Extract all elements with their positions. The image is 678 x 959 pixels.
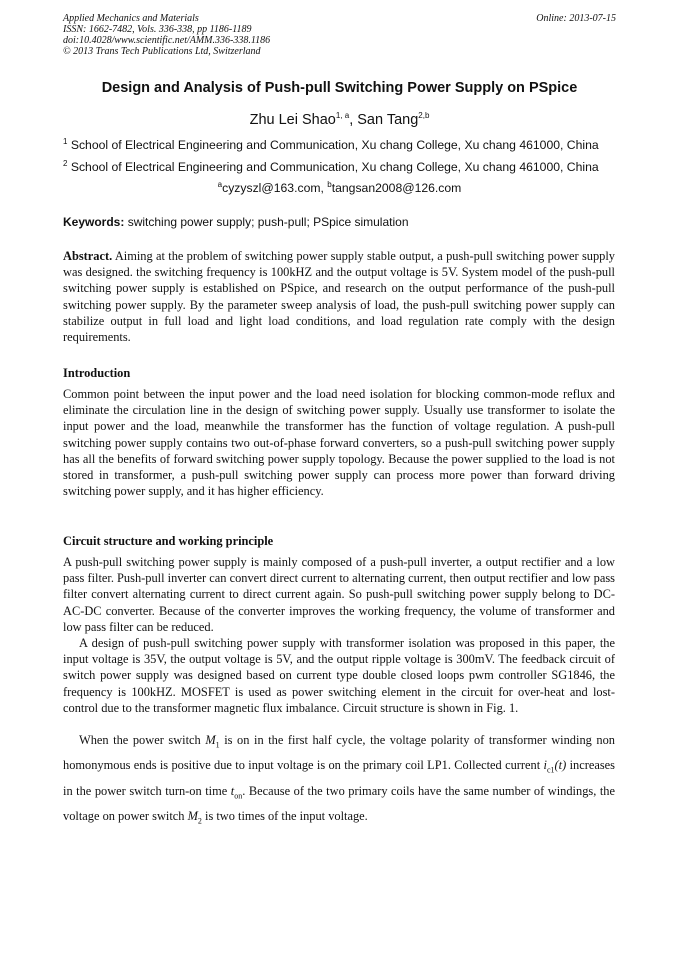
author-name: San Tang bbox=[357, 112, 419, 128]
keywords-label: Keywords: bbox=[63, 215, 125, 229]
math-subscript: c1 bbox=[546, 765, 555, 775]
paragraph-text: . Because of the two primary coils have the same number of windings, the voltage on power switch bbox=[63, 783, 615, 824]
paragraph-text: increases in the power switch turn-on time bbox=[63, 758, 615, 798]
email-line bbox=[63, 181, 616, 195]
affiliation-text: School of Electrical Engineering and Communication, Xu chang College, Xu chang 461000, China bbox=[67, 138, 599, 152]
paper-title: Design and Analysis of Push-pull Switching Power Supply on PSpice bbox=[101, 80, 578, 96]
math-symbol bbox=[543, 758, 567, 775]
affiliation bbox=[63, 160, 616, 174]
circuit-paragraph: A push-pull switching power supply is mainly composed of a push-pull inverter, a output rectifier and a low pass filter. Push-pull inverter can convert direct current to alternating current, then output rectifier and low pass filter convert alternating current to direct current again. So push-pull switching power supply belong to DC-AC-DC converter. Because of the converter improves the working frequency, the volume of transformer and low pass filter can be reduced. bbox=[63, 555, 615, 634]
author-affiliation-mark: 2,b bbox=[418, 111, 430, 121]
math-subscript: 1 bbox=[215, 740, 220, 750]
paragraph-text: When the power switch bbox=[79, 733, 206, 747]
doi-line: doi:10.4028/www.scientific.net/AMM.336-338.1186 bbox=[63, 35, 271, 46]
math-var: i bbox=[543, 758, 547, 773]
email-address[interactable]: tangsan2008@126.com bbox=[331, 181, 462, 195]
math-var: M bbox=[205, 733, 216, 747]
math-var: t bbox=[230, 783, 235, 798]
circuit-paragraph: A design of push-pull switching power supply with transformer isolation was proposed in this paper, the input voltage is 35V, the output voltage is 5V, and the output ripple voltage is 300mV. The feedback circuit of switch power supply was designed based on current type double closed loops pwm controller SG1846, the frequency is 100kHZ. MOSFET is used as power switching element in the circuit for over-heat and lost-control due to the transformer magnetic flux imbalance. Circuit structure is shown in Fig. 1. bbox=[63, 636, 615, 715]
email-mark: a bbox=[217, 179, 223, 189]
affiliation-text: School of Electrical Engineering and Communication, Xu chang College, Xu chang 461000, China bbox=[67, 160, 599, 174]
math-arg: (t) bbox=[554, 758, 567, 773]
author-line bbox=[63, 112, 616, 128]
journal-name: Applied Mechanics and Materials bbox=[63, 13, 199, 24]
journal-header bbox=[63, 13, 616, 57]
section-heading: Circuit structure and working principle bbox=[63, 534, 274, 548]
math-subscript: on bbox=[234, 791, 243, 801]
email-address[interactable]: cyzyszl@163.com, bbox=[222, 181, 328, 195]
email-mark: b bbox=[327, 179, 332, 189]
introduction-paragraph: Common point between the input power and the load need isolation for blocking common-mode reflux and eliminate the circulation line in the design of switching power supply. Usually use transformer to isolate the input power and the load, meanwhile the transformer has the function of voltage regulation. A push-pull switching power supply contains two out-of-phase forward converters, so a push-pull switching power supply has all the benefits of forward switching power supply topology. Because the power supplied to the load is not stored in transformer, a push-pull switching power supply can process more power than forward driving switching power supply, and it has higher efficiency. bbox=[63, 387, 615, 499]
section-heading: Introduction bbox=[63, 366, 131, 380]
author-name: Zhu Lei Shao bbox=[249, 112, 336, 128]
affiliation bbox=[63, 138, 616, 152]
math-symbol bbox=[205, 733, 220, 750]
abstract-text: Aiming at the problem of switching power supply stable output, a push-pull switching power supply was designed. the switching frequency is 100kHZ and the output voltage is 5V. System model of the push-pull switching power supply is established on PSpice, and research on the output performance of the push-pull switching power supply. By the parameter sweep analysis of load, the push-pull switching power supply can stabilize output in full load and light load conditions, and load regulation rate comply with the design requirements. bbox=[63, 249, 615, 345]
affiliation-number: 2 bbox=[63, 158, 68, 168]
math-var: M bbox=[187, 809, 198, 824]
copyright-line: © 2013 Trans Tech Publications Ltd, Switzerland bbox=[63, 46, 261, 57]
circuit-paragraph bbox=[63, 730, 615, 832]
issn-line: ISSN: 1662-7482, Vols. 336-338, pp 1186-1189 bbox=[63, 24, 252, 35]
keywords-text: switching power supply; push-pull; PSpice simulation bbox=[124, 215, 409, 229]
paragraph-text: is two times of the input voltage. bbox=[201, 809, 368, 824]
abstract bbox=[63, 248, 615, 345]
online-date: Online: 2013-07-15 bbox=[536, 13, 616, 24]
math-subscript: 2 bbox=[197, 816, 202, 826]
keywords bbox=[63, 215, 616, 229]
math-symbol bbox=[187, 809, 202, 826]
affiliation-number: 1 bbox=[63, 136, 68, 146]
math-symbol bbox=[230, 783, 243, 801]
author-separator: , bbox=[349, 112, 358, 128]
author-affiliation-mark: 1, a bbox=[335, 111, 350, 121]
abstract-label: Abstract. bbox=[63, 249, 113, 263]
paragraph-text: is on in the first half cycle, the voltage polarity of transformer winding non homonymous ends is positive due to input voltage is on the primary coil LP1. Collected current bbox=[63, 733, 615, 773]
